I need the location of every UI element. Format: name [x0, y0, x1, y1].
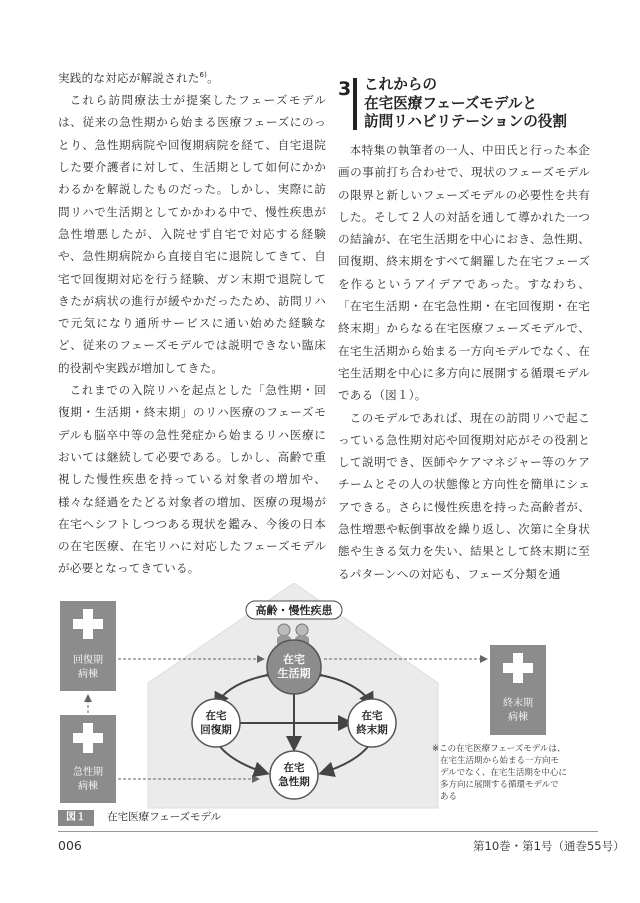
reference-superscript: 6) — [199, 71, 208, 79]
issue-info: 第10巻・第1号（通巻55号） — [473, 839, 625, 853]
terminal-ward-box — [490, 645, 546, 735]
section-title-line: 訪問リハビリテーションの役割 — [364, 113, 567, 130]
figure-title: 在宅医療フェーズモデル — [107, 811, 222, 823]
svg-text:在宅: 在宅 — [283, 762, 305, 774]
left-paragraph-1: 実践的な対応が解説された$^{6)}$。 — [58, 70, 219, 85]
svg-text:多方向に展開する循環モデルで: 多方向に展開する循環モデルで — [440, 780, 559, 790]
svg-text:在宅: 在宅 — [205, 710, 227, 722]
figure-caption — [58, 805, 221, 821]
figure-diagram — [58, 583, 598, 818]
svg-text:在宅: 在宅 — [361, 710, 383, 722]
figure-tag: 図１ — [58, 810, 94, 826]
svg-text:ある: ある — [440, 792, 458, 802]
left-column — [58, 64, 326, 580]
node-home-life — [267, 640, 321, 694]
svg-text:デルでなく、在宅生活期を中心に: デルでなく、在宅生活期を中心に — [440, 768, 567, 778]
figure-note — [432, 743, 567, 802]
svg-text:病棟: 病棟 — [78, 669, 98, 680]
right-paragraph-1: 本特集の執筆者の一人、中田氏と行った本企画の事前打ち合わせで、現状のフェーズモデルの限界と新しいフェーズモデルの必要性を共有した。そして２人の対話を通して導かれた一つの結論が、在宅生活期を中心におき、急性期、回復期、終末期をすべて網羅した在宅フェーズを作るというアイデアであった。すなわち、「在宅生活期・在宅急性期・在宅回復期・在宅終末期」からなる在宅医療フェーズモデルで、在宅生活期から始まる一方向モデルでなく、在宅生活期を中心に多方向に展開する循環モデルである（図１）。 — [338, 143, 590, 403]
section-number: 3 — [338, 78, 352, 100]
svg-text:病棟: 病棟 — [508, 712, 528, 723]
svg-text:回復期: 回復期 — [73, 655, 103, 666]
section-title — [364, 76, 567, 132]
page-number: 006 — [58, 838, 82, 853]
svg-text:終末期: 終末期 — [503, 698, 533, 709]
section-heading — [338, 76, 598, 132]
banner-text: 高齢・慢性疾患 — [255, 604, 333, 617]
footer-rule — [58, 831, 598, 832]
svg-text:在宅: 在宅 — [283, 653, 305, 666]
svg-text:在宅生活期から始まる一方向モ: 在宅生活期から始まる一方向モ — [440, 756, 560, 766]
svg-text:生活期: 生活期 — [277, 667, 311, 680]
node-home-terminal — [348, 699, 396, 747]
recovery-ward-box — [60, 601, 116, 691]
section-title-line: これからの — [364, 76, 437, 93]
svg-text:急性期: 急性期 — [278, 776, 310, 788]
svg-text:※この在宅医療フェーズモデルは、: ※この在宅医療フェーズモデルは、 — [432, 744, 566, 754]
node-home-acute — [270, 751, 318, 799]
svg-text:回復期: 回復期 — [200, 724, 232, 736]
section-bar — [353, 78, 357, 130]
right-paragraph-2: このモデルであれば、現在の訪問リハで起こっている急性期対応や回復期対応がその役割として説明でき、医師やケアマネジャー等のケアチームとその人の状態像と方向性を簡単にシェアできる。さらに慢性疾患を持った高齢者が、急性増悪や転倒事故を繰り返し、次第に全身状態や生きる気力を失い、結果として終末期に至るパターンへの対応も、フェーズ分類を通 — [338, 410, 590, 581]
right-column — [338, 139, 590, 585]
left-paragraph-3: これまでの入院リハを起点とした「急性期・回復期・生活期・終末期」のリハ医療のフェーズモデルも脳卒中等の急性発症から始まるリハ医療においては継続して必要である。しかし、高齢で重視した慢性疾患を持っている対象者の増加や、様々な経過をたどる対象者の増加、医療の現場が在宅へシフトしつつある現状を鑑み、今後の日本の在宅医療、在宅リハに対応したフェーズモデルが必要となってきている。 — [58, 383, 326, 576]
svg-text:病棟: 病棟 — [78, 781, 98, 792]
node-home-recovery — [192, 699, 240, 747]
left-paragraph-2: これら訪問療法士が提案したフェーズモデルは、従来の急性期から始まる医療フェーズにのっとり、急性期病院や回復期病院を経て、自宅退院した要介護者に対して、生活期として如何にかかわるかを解説したものだった。しかし、実際に訪問リハで生活期としてかかわる中で、慢性疾患が急性増悪したが、入院せず自宅で対応する経験や、急性期病院から直接自宅に退院してきて、自宅で回復期対応を行う経験、ガン末期で退院してきたが病状の進行が緩やかだったため、訪問リハで元気になり通所サービスに通い始めた経験など、従来のフェーズモデルでは説明できない臨床的役割や実践が増加してきた。 — [58, 93, 326, 375]
svg-text:急性期: 急性期 — [73, 767, 103, 778]
figure-1 — [58, 583, 598, 818]
acute-ward-box — [60, 715, 116, 803]
svg-text:終末期: 終末期 — [356, 724, 388, 736]
section-title-line: 在宅医療フェーズモデルと — [364, 94, 537, 112]
